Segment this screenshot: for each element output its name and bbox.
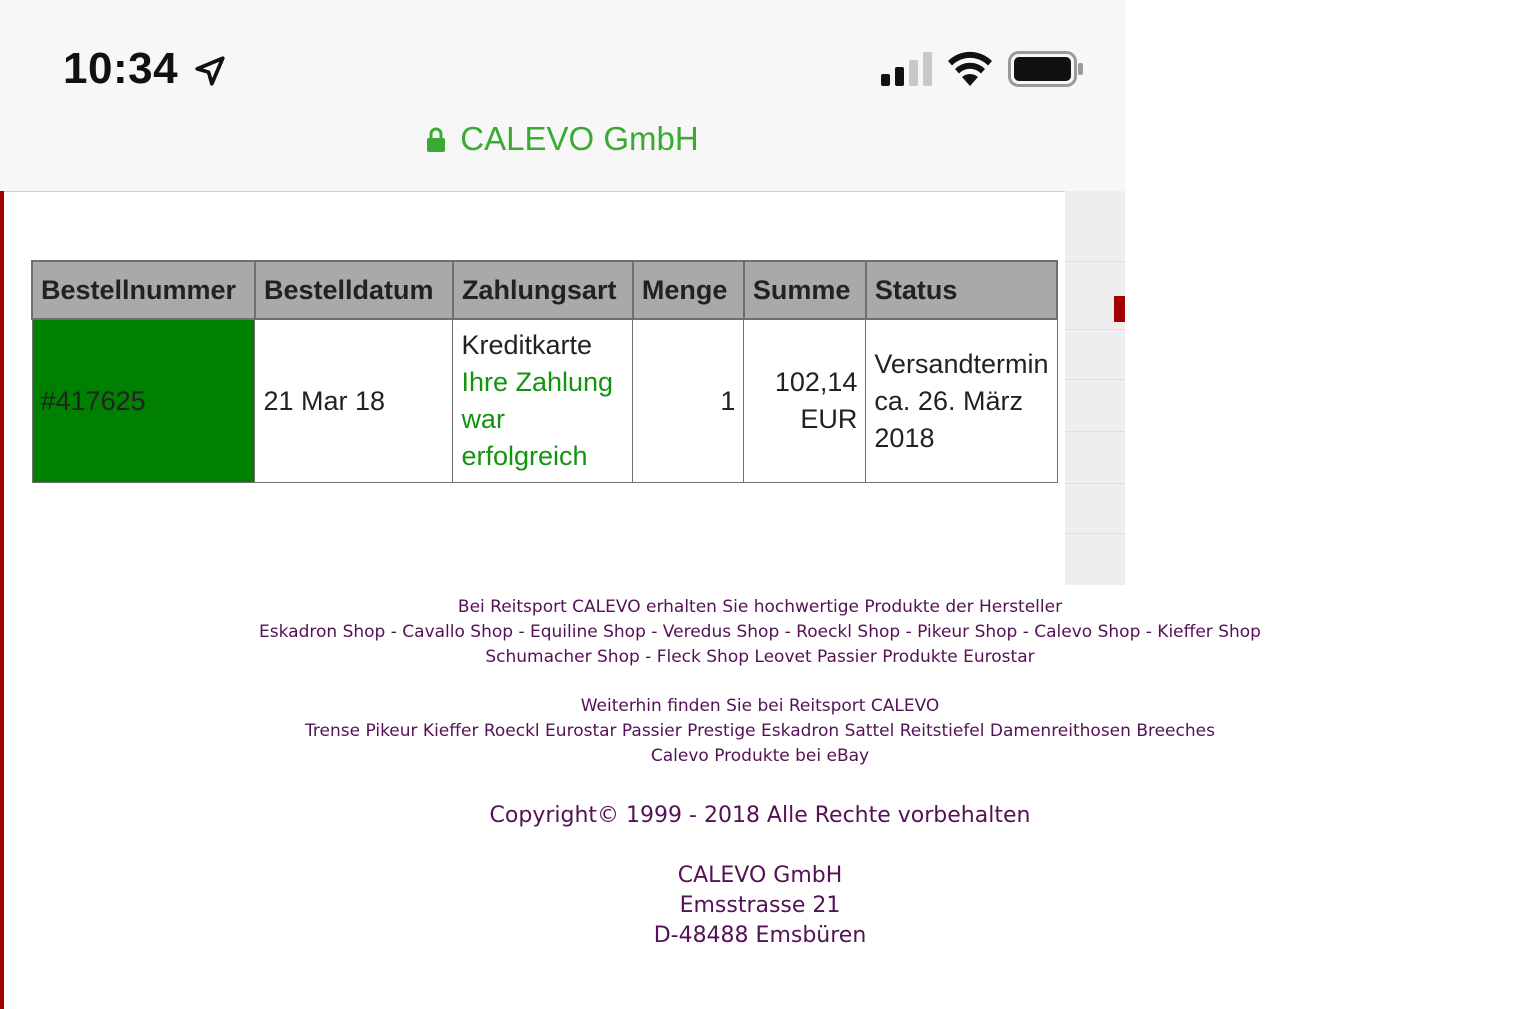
- site-name: CALEVO GmbH: [460, 120, 699, 157]
- company-city: D-48488 Emsbüren: [653, 923, 867, 948]
- ebay-link[interactable]: Calevo Produkte bei eBay: [650, 746, 870, 766]
- manufacturers-shop-links-2[interactable]: Schumacher Shop - Fleck Shop Leovet Passier Produkte Eurostar: [485, 647, 1035, 667]
- payment-status-3: erfolgreich: [461, 441, 588, 471]
- header-summe: Summe: [744, 261, 866, 319]
- side-menu-panel[interactable]: [1065, 191, 1125, 585]
- cellular-signal-icon: [881, 52, 933, 86]
- header-bestellnummer: Bestellnummer: [32, 261, 255, 319]
- battery-icon: [1008, 51, 1084, 87]
- payment-method: Kreditkarte: [461, 330, 592, 360]
- status-line-1: Versandtermin: [874, 348, 1049, 379]
- status-line-2: ca. 26. März: [874, 385, 1023, 416]
- header-menge: Menge: [633, 261, 744, 319]
- quantity: 1: [633, 319, 744, 483]
- company-street: Emsstrasse 21: [679, 893, 841, 918]
- sum-currency: EUR: [800, 404, 858, 434]
- sum-cell: [744, 319, 866, 483]
- lock-icon: [426, 127, 446, 153]
- table-header-row: [32, 261, 1057, 319]
- location-arrow-icon: [193, 54, 227, 88]
- header-zahlungsart: Zahlungsart: [453, 261, 633, 319]
- payment-status-1: Ihre Zahlung: [461, 367, 614, 397]
- order-number-link[interactable]: #417625: [32, 319, 255, 483]
- manufacturers-intro: Bei Reitsport CALEVO erhalten Sie hochwertige Produkte der Hersteller: [457, 597, 1063, 617]
- category-links[interactable]: Trense Pikeur Kieffer Roeckl Eurostar Passier Prestige Eskadron Sattel Reitstiefel Damenreithosen Breeches: [305, 721, 1215, 741]
- header-bestelldatum: Bestelldatum: [255, 261, 453, 319]
- copyright: Copyright© 1999 - 2018 Alle Rechte vorbehalten: [489, 803, 1031, 828]
- ios-status-bar: [0, 0, 1125, 192]
- page-footer: [0, 595, 1520, 951]
- company-name: CALEVO GmbH: [677, 863, 843, 888]
- table-row: [32, 319, 1057, 483]
- payment-cell: [453, 319, 633, 483]
- sum-amount: 102,14: [774, 367, 858, 397]
- header-status: Status: [866, 261, 1057, 319]
- clock-time: 10:34: [63, 44, 179, 93]
- url-bar[interactable]: [0, 120, 1125, 158]
- side-menu-accent: [1114, 296, 1125, 322]
- status-line-3: 2018: [874, 422, 935, 453]
- manufacturers-shop-links[interactable]: Eskadron Shop - Cavallo Shop - Equiline Shop - Veredus Shop - Roeckl Shop - Pikeur Shop - Calevo Shop - Kieffer Shop: [259, 622, 1261, 642]
- payment-status-2: war: [461, 404, 505, 434]
- more-intro: Weiterhin finden Sie bei Reitsport CALEVO: [580, 696, 940, 716]
- orders-table: [31, 260, 1058, 483]
- order-date: 21 Mar 18: [255, 319, 453, 483]
- status-cell: [866, 319, 1057, 483]
- wifi-icon: [946, 50, 994, 86]
